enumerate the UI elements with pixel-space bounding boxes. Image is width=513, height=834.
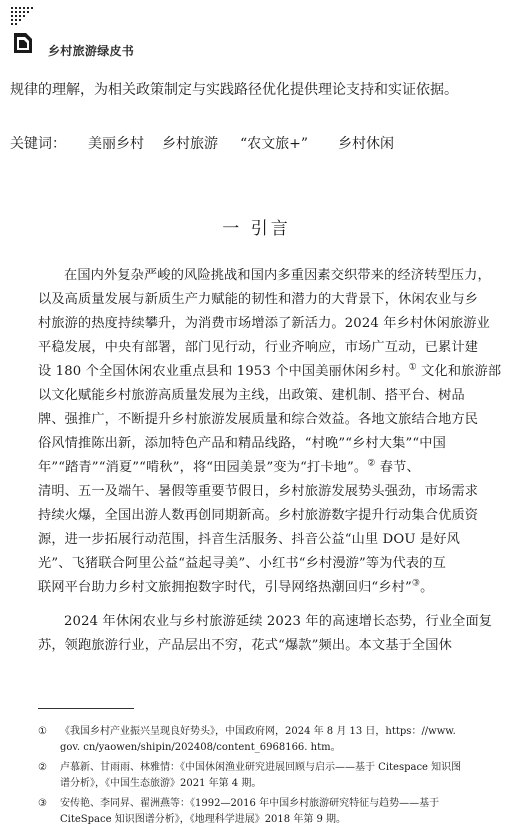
abstract-tail: 规律的理解，为相关政策制定与实践路径优化提供理论支持和实证依据。 (10, 82, 458, 98)
body-line: 在国内外复杂严峻的风险挑战和国内多重因素交织带来的经济转型压力， (64, 268, 491, 283)
footnote-text: CiteSpace 知识图谱分析》，《地理科学进展》2018 年第 9 期。 (60, 814, 347, 825)
footnote-number: ③ (38, 798, 47, 809)
body-line: 俗风情推陈出新，添加特色产品和精品线路，“村晚”“乡村大集”“中国 (38, 436, 446, 451)
footnote-text: 安传艳、李同昇、翟洲燕等：《1992—2016 年中国乡村旅游研究特征与趋势——基于 (60, 798, 440, 809)
footnote-divider (38, 708, 134, 709)
dot-pattern-icon (10, 6, 44, 32)
body-text: 年”“踏青”“消夏”“啃秋”，将“田园美景”变为“打卡地”。 (38, 460, 368, 475)
footnote-ref[interactable]: ③ (411, 578, 421, 589)
book-logo-icon (12, 31, 34, 55)
body-line (38, 361, 501, 383)
keyword-item: 乡村旅游 (162, 136, 218, 152)
footnote-ref[interactable]: ② (367, 458, 376, 469)
footnote (38, 724, 506, 756)
footnote (38, 760, 506, 792)
body-line (38, 457, 420, 479)
body-line: 牌、强推广，不断提升乡村旅游发展质量和综合效益。各地文旅结合地方民 (38, 412, 479, 427)
footnote-text: 卢慕新、甘雨雨、林雅情：《中国休闲渔业研究进展回顾与启示——基于 Citespace 知识图 (60, 762, 462, 773)
body-text: 春节、 (379, 460, 420, 475)
keywords-label: 关键词： (10, 136, 66, 152)
body-line: 以及高质量发展与新质生产力赋能的韧性和潜力的大背景下，休闲农业与乡 (38, 292, 479, 307)
body-line: 持续火爆，全国出游人数再创同期新高。乡村旅游数字提升行动集合优质资 (38, 508, 479, 523)
footnote-text: 《我国乡村产业振兴呈现良好势头》，中国政府网，2024 年 8 月 13 日，https：//www. (60, 726, 456, 737)
footnote-number: ② (38, 762, 47, 773)
body-line: 以文化赋能乡村旅游高质量发展为主线，出政策、建机制、搭平台、树品 (38, 388, 465, 403)
body-line: 平稳发展，中央有部署，部门见行动，行业齐响应，市场广互动，已累计建 (38, 340, 479, 355)
keyword-item: 美丽乡村 (88, 136, 144, 152)
section-title: 一 引言 (222, 219, 291, 239)
footnote-ref[interactable]: ① (408, 362, 417, 373)
footnote-text[interactable]: gov. cn/yaowen/shipin/202408/content_6968166. htm。 (60, 742, 341, 753)
footnote-text: 谱分析》，《中国生态旅游》2021 年第 4 期。 (60, 778, 262, 789)
keyword-item: 乡村休闲 (338, 136, 394, 152)
running-title: 乡村旅游绿皮书 (48, 44, 135, 58)
body-text: 。 (420, 580, 434, 595)
body-line: 源，进一步拓展行动范围，抖音生活服务、抖音公益“山里 DOU 是好风 (38, 532, 460, 547)
body-line: 清明、五一及端午、暑假等重要节假日，乡村旅游发展势头强劲，市场需求 (38, 484, 479, 499)
body-line: 苏，领跑旅游行业，产品层出不穷，花式“爆款”频出。本文基于全国休 (38, 638, 452, 653)
body-text: 联网平台助力乡村文旅拥抱数字时代，引导网络热潮回归“乡村” (38, 580, 412, 595)
footnote-number: ① (38, 726, 47, 737)
body-text: 设 180 个全国休闲农业重点县和 1953 个中国美丽休闲乡村。 (38, 364, 409, 379)
body-text: 文化和旅游部 (421, 364, 502, 379)
keyword-item: “农文旅+” (240, 136, 309, 152)
body-line: 光”、飞猪联合阿里公益“益起寻美”、小红书“乡村漫游”等为代表的互 (38, 556, 446, 571)
body-line: 2024 年休闲农业与乡村旅游延续 2023 年的高速增长态势，行业全面复 (64, 614, 493, 629)
body-line (38, 577, 433, 599)
body-line: 村旅游的热度持续攀升，为消费市场增添了新活力。2024 年乡村休闲旅游业 (38, 316, 490, 331)
footnote (38, 796, 506, 828)
running-header (10, 6, 490, 56)
